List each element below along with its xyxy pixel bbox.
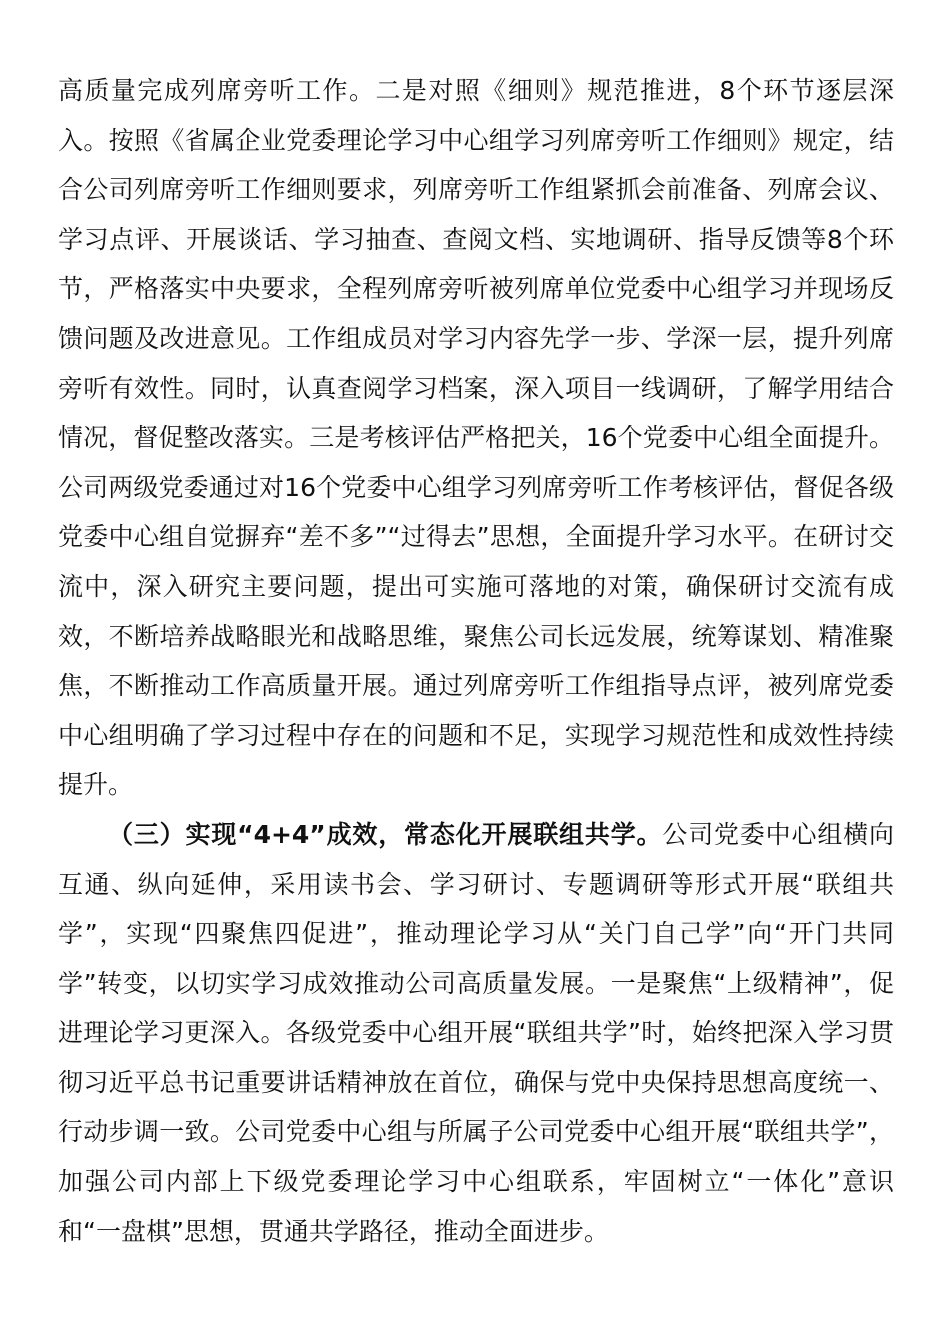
paragraph-continuation: 高质量完成列席旁听工作。二是对照《细则》规范推进，8个环节逐层深入。按照《省属企业党委理论学习中心组学习列席旁听工作细则》规定，结合公司列席旁听工作细则要求，列席旁听工作组紧抓会前准备、列席会议、学习点评、开展谈话、学习抽查、查阅文档、实地调研、指导反馈等8个环节，严格落实中央要求，全程列席旁听被列席单位党委中心组学习并现场反馈问题及改进意见。工作组成员对学习内容先学一步、学深一层，提升列席旁听有效性。同时，认真查阅学习档案，深入项目一线调研，了解学用结合情况，督促整改落实。三是考核评估严格把关，16个党委中心组全面提升。公司两级党委通过对16个党委中心组学习列席旁听工作考核评估，督促各级党委中心组自觉摒弃“差不多”“过得去”思想，全面提升学习水平。在研讨交流中，深入研究主要问题，提出可实施可落地的对策，确保研讨交流有成效，不断培养战略眼光和战略思维，聚焦公司长远发展，统筹谋划、精准聚焦，不断推动工作高质量开展。通过列席旁听工作组指导点评，被列席党委中心组明确了学习过程中存在的问题和不足，实现学习规范性和成效性持续提升。 [58,76,894,800]
section-three-heading: （三）实现“4+4”成效，常态化开展联组共学。 [108,819,663,849]
document-page [58,66,894,1256]
section-three-body: 公司党委中心组横向互通、纵向延伸，采用读书会、学习研讨、专题调研等形式开展“联组共学”，实现“四聚焦四促进”，推动理论学习从“关门自己学”向“开门共同学”转变，以切实学习成效推动公司高质量发展。一是聚焦“上级精神”，促进理论学习更深入。各级党委中心组开展“联组共学”时，始终把深入学习贯彻习近平总书记重要讲话精神放在首位，确保与党中央保持思想高度统一、行动步调一致。公司党委中心组与所属子公司党委中心组开展“联组共学”，加强公司内部上下级党委理论学习中心组联系，牢固树立“一体化”意识和“一盘棋”思想，贯通共学路径，推动全面进步。 [58,819,894,1246]
paragraph-section-three [58,810,894,1256]
